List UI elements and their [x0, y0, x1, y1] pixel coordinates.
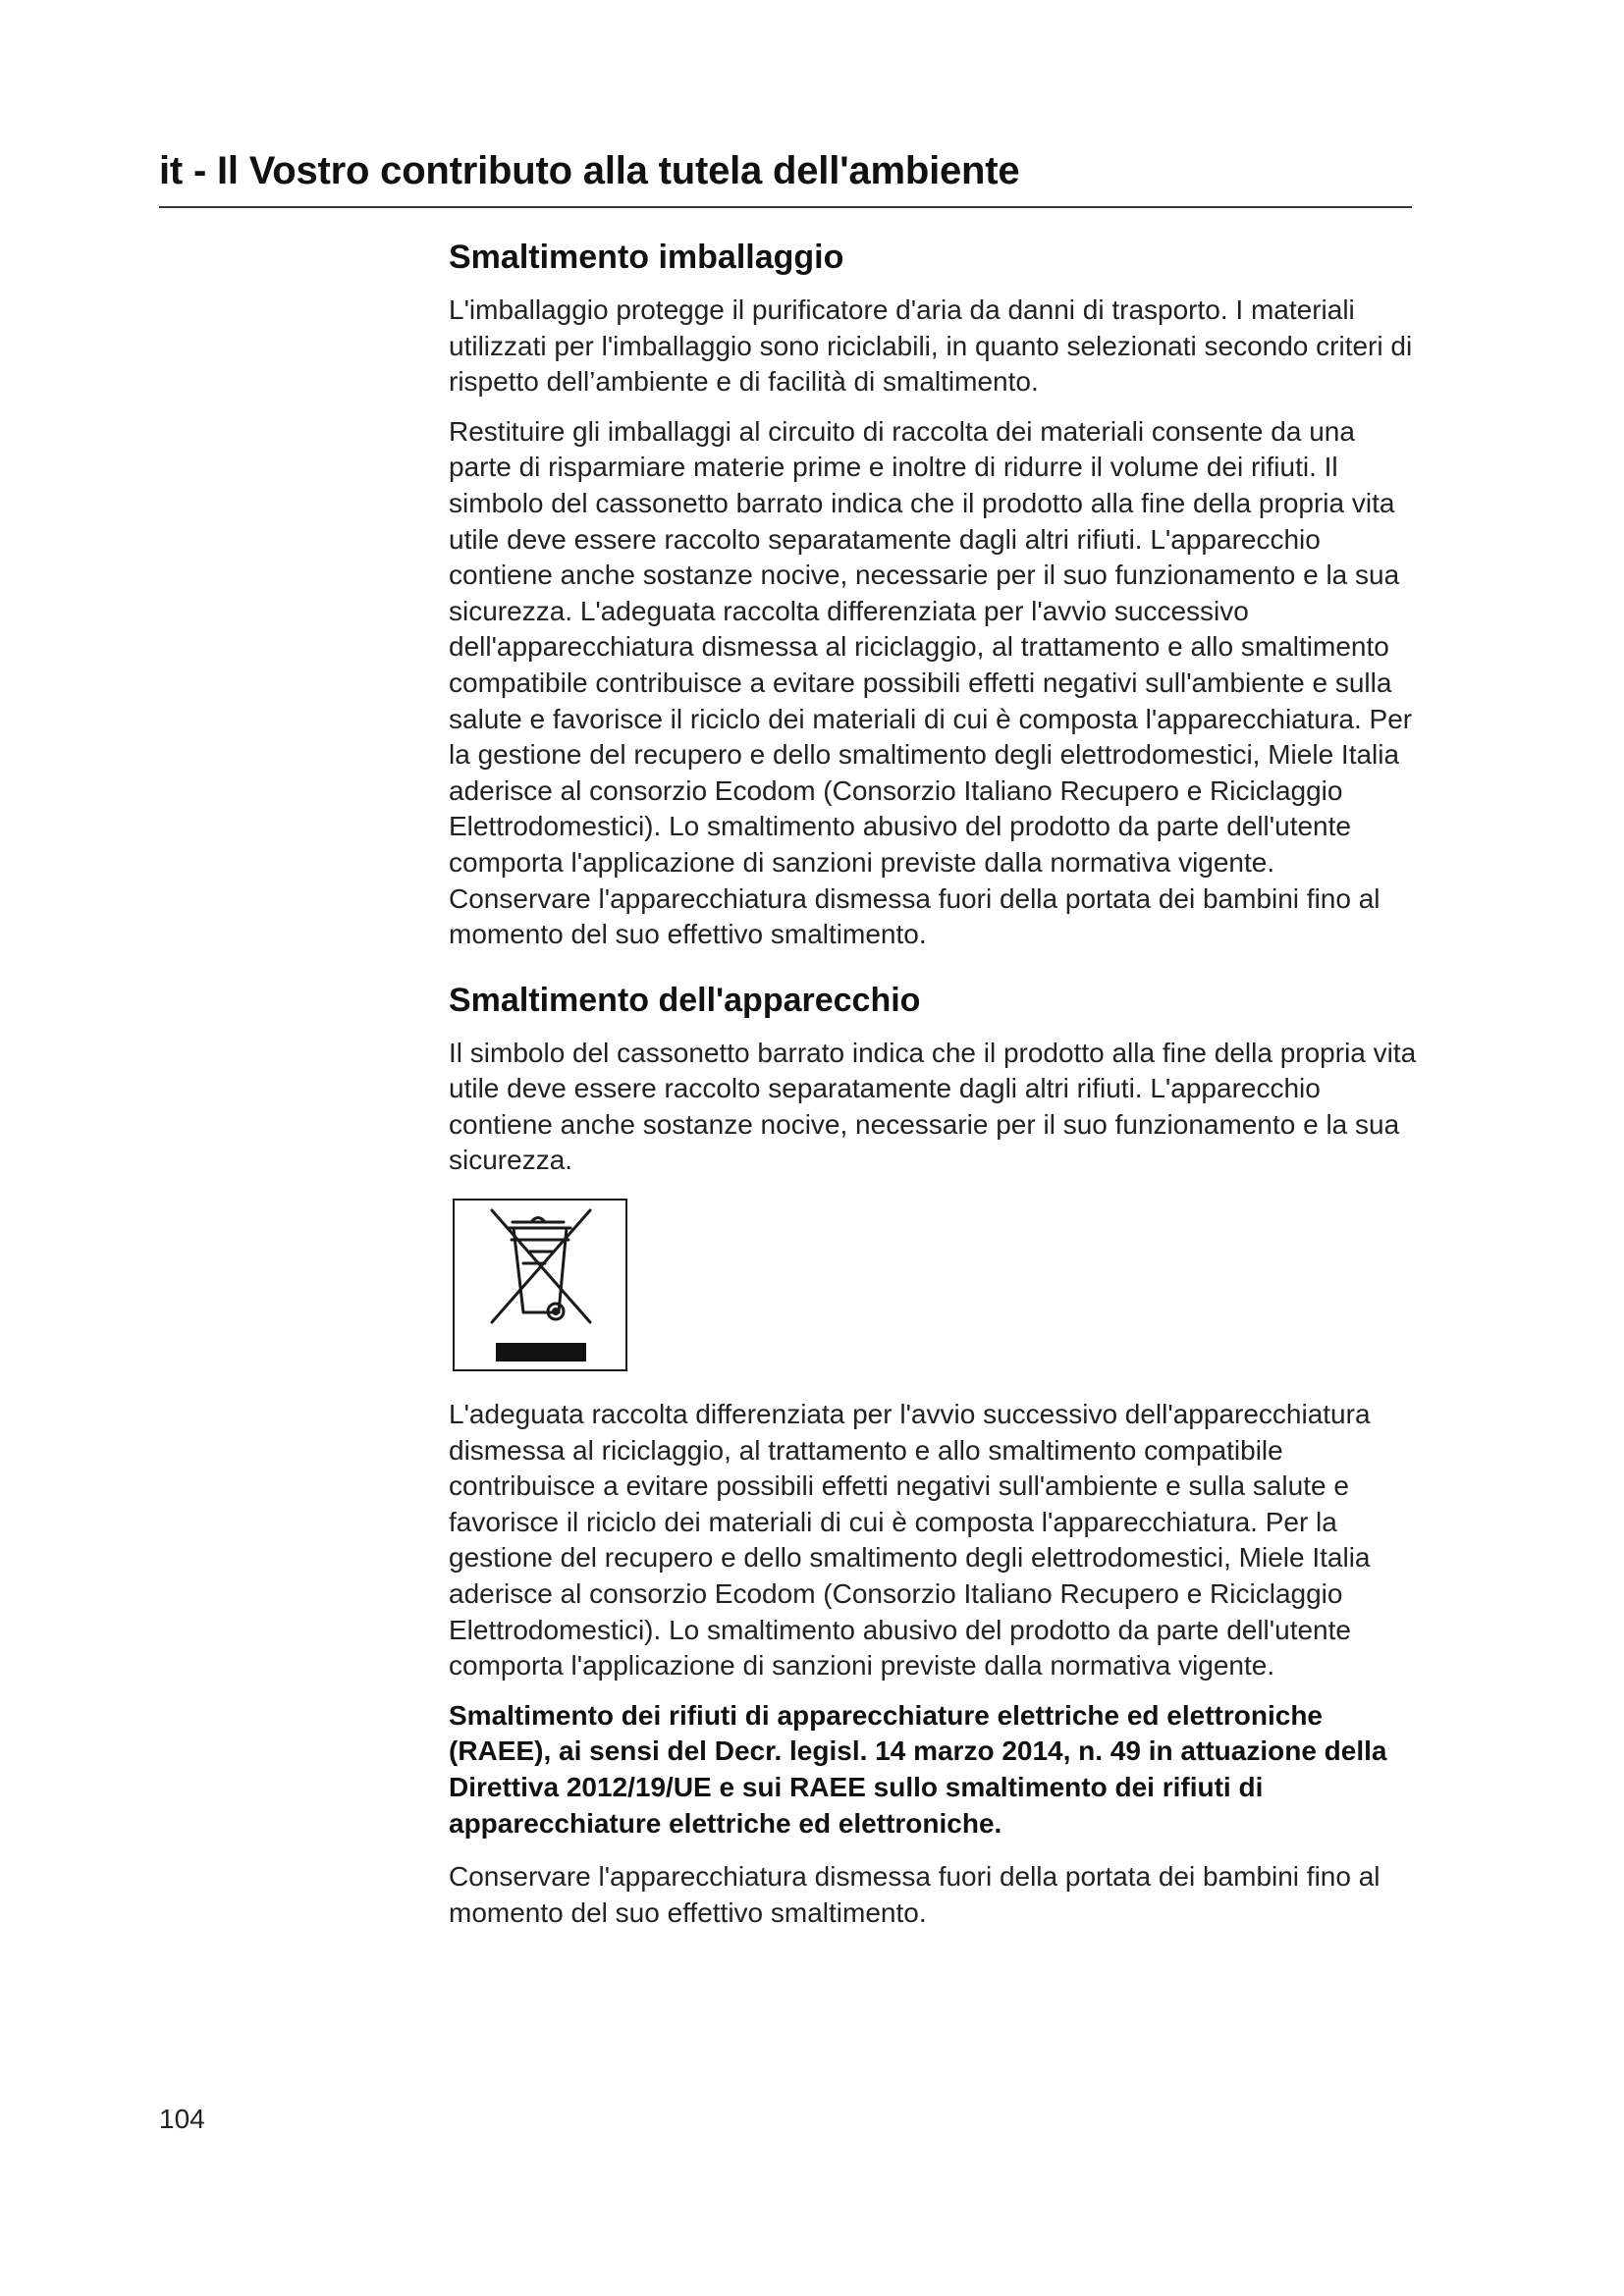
section-heading: Smaltimento imballaggio — [449, 239, 844, 276]
paragraph: Conservare l'apparecchiatura dismessa fuori della portata dei bambini fino al momento del suo effettivo smaltimento. — [449, 1861, 1380, 1928]
crossed-out-wheelie-bin-icon — [455, 1201, 625, 1369]
weee-symbol-box — [453, 1199, 627, 1371]
section-heading: Smaltimento dell'apparecchio — [449, 981, 921, 1019]
page-number: 104 — [159, 2104, 205, 2134]
page-title: it - Il Vostro contributo alla tutela dell'ambiente — [159, 149, 1020, 192]
paragraph: L'imballaggio protegge il purificatore d'aria da danni di trasporto. I materiali utilizzati per l'imballaggio sono riciclabili, in quanto selezionati secondo criteri di rispetto dell’ambiente e di facilità di smaltimento. — [449, 294, 1413, 398]
section-appliance-disposal — [449, 975, 1423, 1932]
paragraph: Il simbolo del cassonetto barrato indica che il prodotto alla fine della propria vita utile deve essere raccolto separatamente dagli altri rifiuti. L'apparecchio contiene anche sostanze nocive, necessarie per il suo funzionamento e la sua sicurezza. — [449, 1037, 1417, 1176]
section-packaging-disposal — [449, 232, 1423, 953]
paragraph: Restituire gli imballaggi al circuito di raccolta dei materiali consente da una parte di risparmiare materie prime e inoltre di ridurre il volume dei rifiuti. Il simbolo del cassonetto barrato indica che il prodotto alla fine della propria vita utile deve essere raccolto separatamente dagli altri rifiuti. L'apparecchio contiene anche sostanze nocive, necessarie per il suo funzionamento e la sua sicurezza. L'adeguata raccolta differenziata per l'avvio successivo dell'apparecchiatura dismessa al riciclaggio, al trattamento e allo smaltimento compatibile contribuisce a evitare possibili effetti negativi sull'ambiente e sulla salute e favorisce il riciclo dei materiali di cui è composta l'apparecchiatura. Per la gestione del recupero e dello smaltimento degli elettrodomestici, Miele Italia aderisce al consorzio Ecodom (Consorzio Italiano Recupero e Riciclaggio Elettrodomestici). Lo smaltimento abusivo del prodotto da parte dell'utente comporta l'applicazione di sanzioni previste dalla normativa vigente. Conservare l'apparecchiatura dismessa fuori della portata dei bambini fino al momento del suo effettivo smaltimento. — [449, 415, 1413, 950]
title-divider — [159, 206, 1412, 208]
main-content — [449, 232, 1423, 1945]
legal-note: Smaltimento dei rifiuti di apparecchiature elettriche ed elettroniche (RAEE), ai sensi del Decr. legisl. 14 marzo 2014, n. 49 in attuazione della Direttiva 2012/19/UE e sui RAEE sullo smaltimento dei rifiuti di apparecchiature elettriche ed elettroniche. — [449, 1699, 1387, 1839]
paragraph: L'adeguata raccolta differenziata per l'avvio successivo dell'apparecchiatura dismessa al riciclaggio, al trattamento e allo smaltimento compatibile contribuisce a evitare possibili effetti negativi sull'ambiente e sulla salute e favorisce il riciclo dei materiali di cui è composta l'apparecchiatura. Per la gestione del recupero e dello smaltimento degli elettrodomestici, Miele Italia aderisce al consorzio Ecodom (Consorzio Italiano Recupero e Riciclaggio Elettrodomestici). Lo smaltimento abusivo del prodotto da parte dell'utente comporta l'applicazione di sanzioni previste dalla normativa vigente. — [449, 1399, 1371, 1682]
